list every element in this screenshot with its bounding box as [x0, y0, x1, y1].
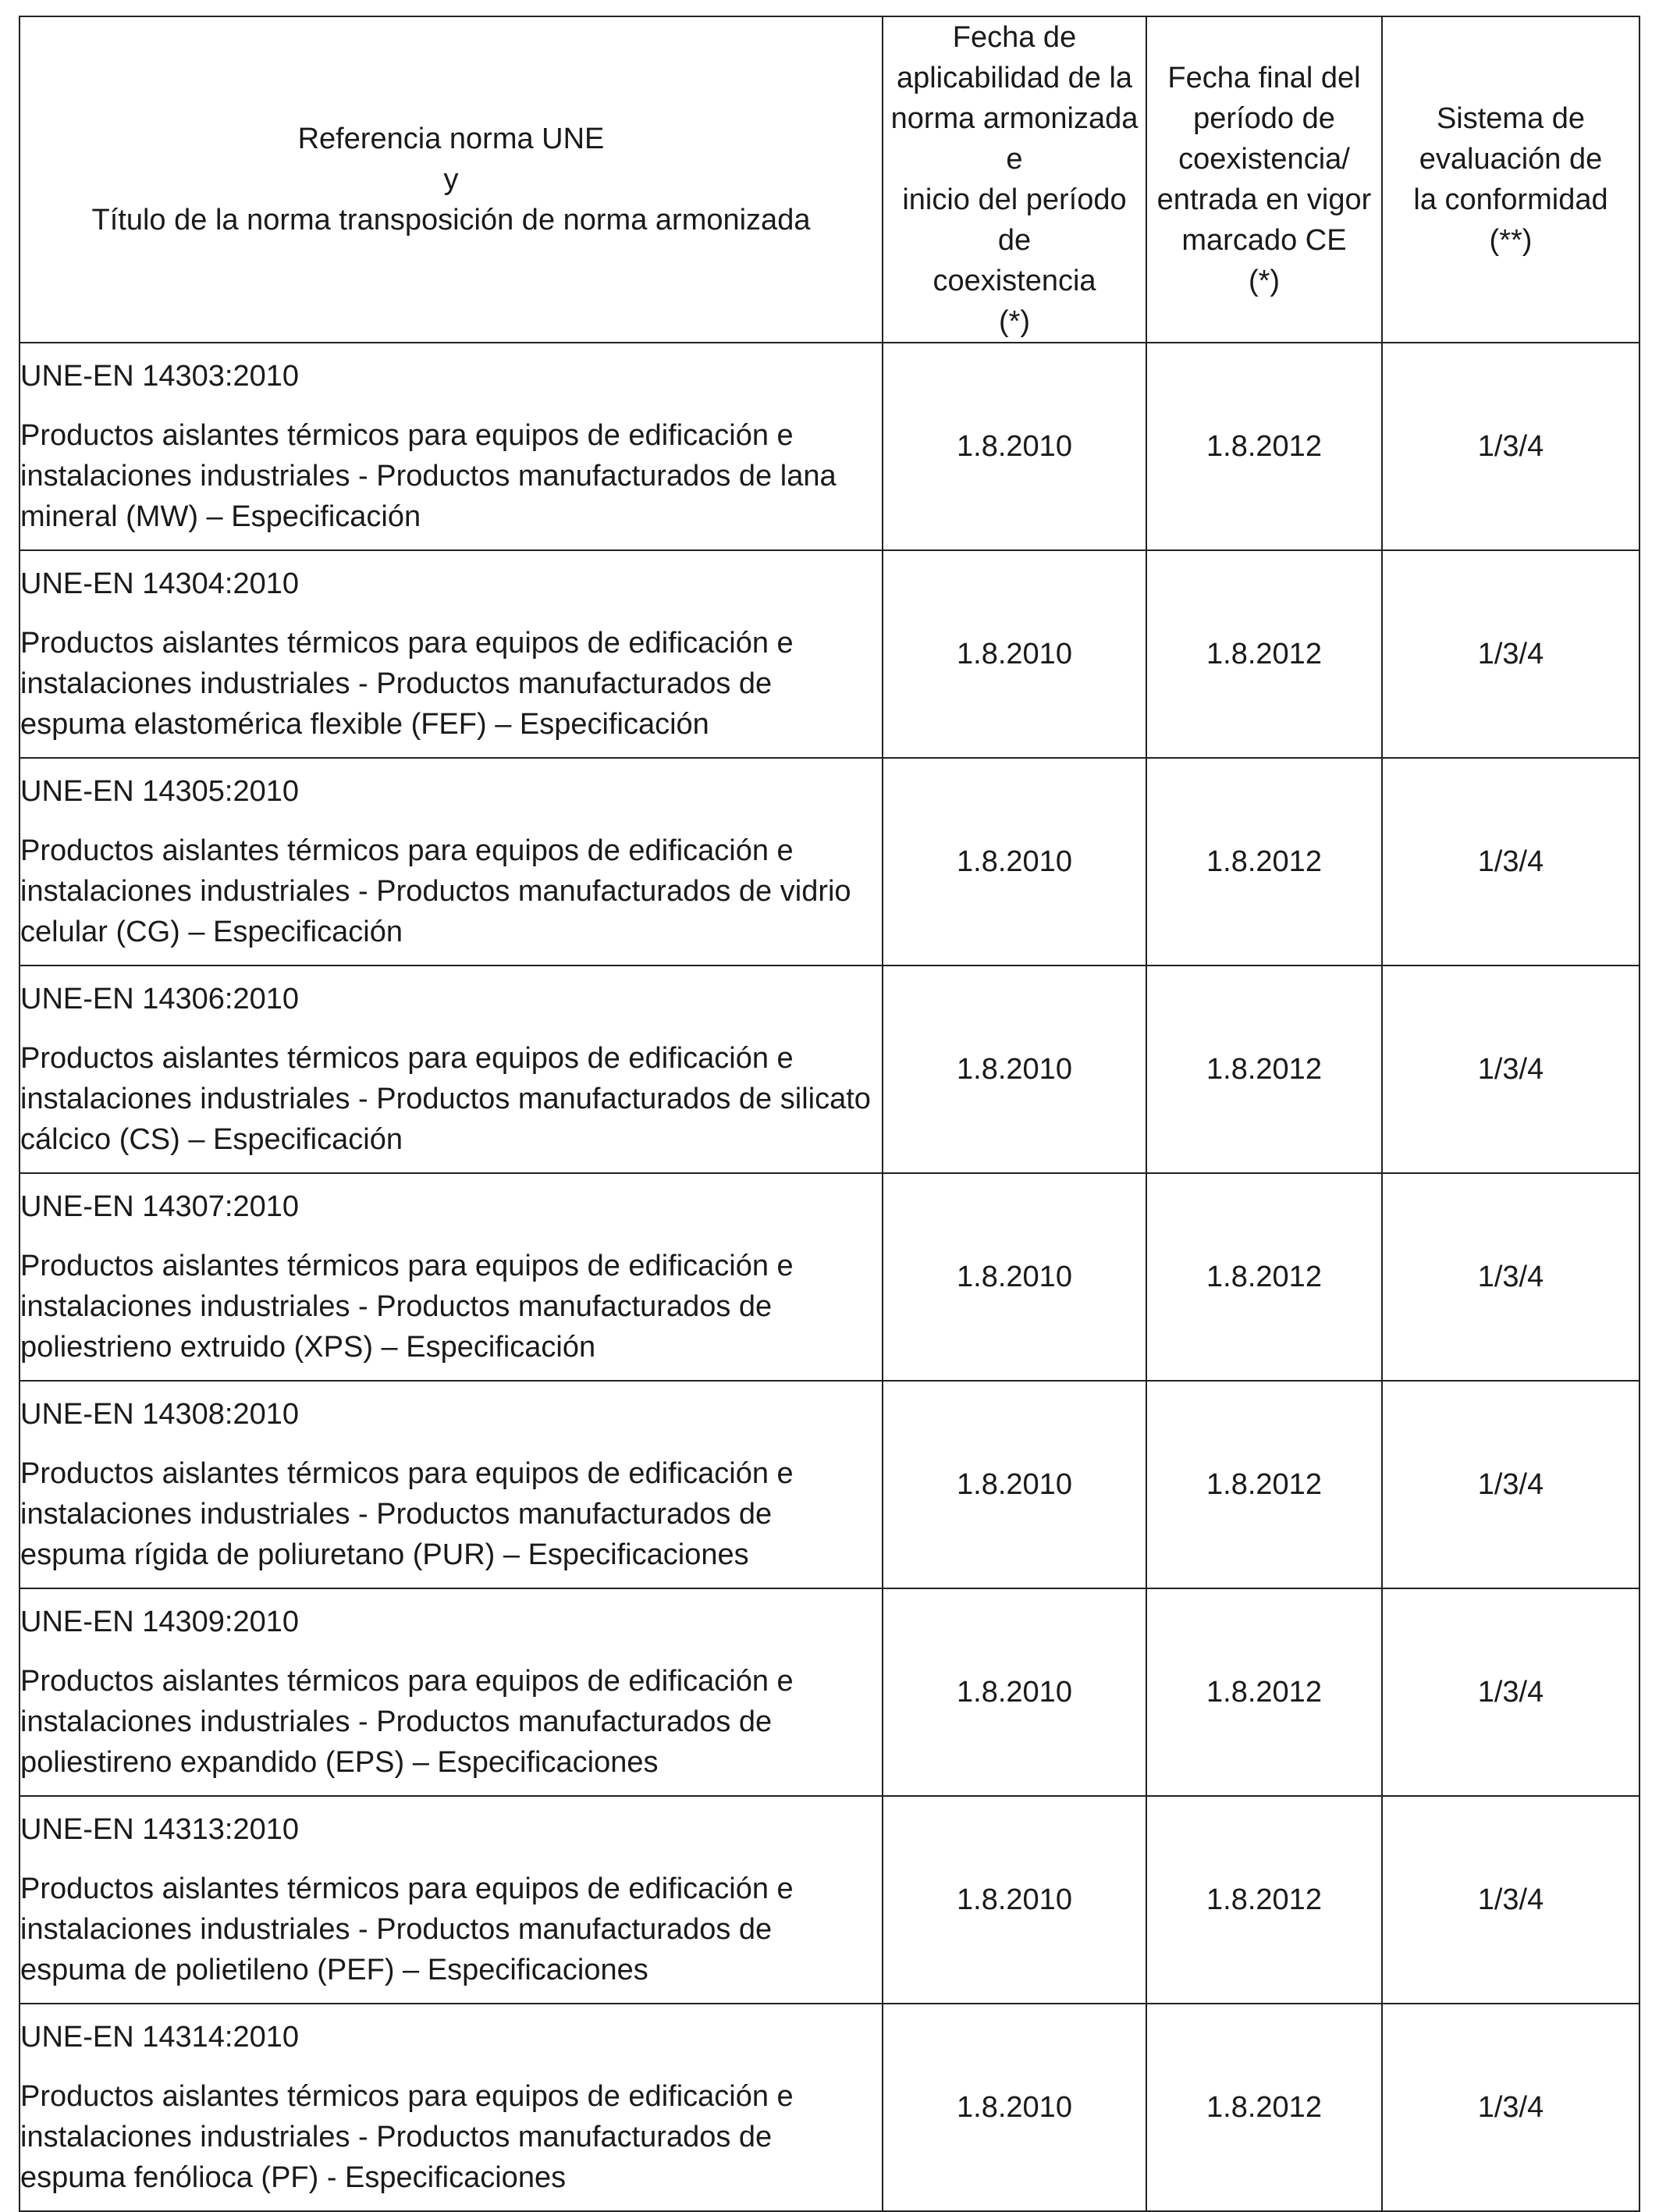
reference-cell: [20, 1796, 883, 2004]
header-line: inicio del período de: [902, 183, 1127, 257]
coexistence-end-cell: 1.8.2012: [1146, 1796, 1382, 2004]
header-line: aplicabilidad de la: [896, 62, 1133, 94]
standard-title: Productos aislantes térmicos para equipos de edificación e instalaciones industriales - Productos manufacturados de silicato cálcico (CS) – Especificación: [20, 1042, 871, 1156]
header-line: período de: [1193, 102, 1335, 135]
conformity-system-cell: 1/3/4: [1382, 550, 1639, 758]
applicability-date-cell: 1.8.2010: [883, 758, 1146, 966]
conformity-system-cell: 1/3/4: [1382, 343, 1639, 550]
applicability-date-cell: 1.8.2010: [883, 550, 1146, 758]
standard-code: UNE-EN 14306:2010: [20, 983, 299, 1015]
standard-title: Productos aislantes térmicos para equipos de edificación e instalaciones industriales - Productos manufacturados de poliestrieno extruido (XPS) – Especificación: [20, 1250, 794, 1364]
header-line: coexistencia/: [1178, 143, 1350, 176]
standard-title: Productos aislantes térmicos para equipos de edificación e instalaciones industriales - Productos manufacturados de lana mineral (MW) – Especificación: [20, 419, 837, 533]
standard-code: UNE-EN 14313:2010: [20, 1813, 299, 1846]
standard-title: Productos aislantes térmicos para equipos de edificación e instalaciones industriales - Productos manufacturados de vidrio celular (CG) – Especificación: [20, 834, 851, 948]
standard-code: UNE-EN 14308:2010: [20, 1398, 299, 1431]
standard-title: Productos aislantes térmicos para equipos de edificación e instalaciones industriales - Productos manufacturados de espuma rígida de poliuretano (PUR) – Especificaciones: [20, 1457, 794, 1571]
coexistence-end-cell: 1.8.2012: [1146, 343, 1382, 550]
table-row: [20, 2004, 1639, 2211]
reference-cell: [20, 1173, 883, 1381]
coexistence-end-cell: 1.8.2012: [1146, 550, 1382, 758]
applicability-date-cell: 1.8.2010: [883, 1381, 1146, 1588]
reference-cell: [20, 2004, 883, 2211]
applicability-date-cell: 1.8.2010: [883, 343, 1146, 550]
conformity-system-cell: 1/3/4: [1382, 1173, 1639, 1381]
coexistence-end-cell: 1.8.2012: [1146, 1381, 1382, 1588]
coexistence-end-cell: 1.8.2012: [1146, 2004, 1382, 2211]
table-row: [20, 1796, 1639, 2004]
conformity-system-cell: 1/3/4: [1382, 1796, 1639, 2004]
standard-code: UNE-EN 14305:2010: [20, 775, 299, 808]
coexistence-end-cell: 1.8.2012: [1146, 758, 1382, 966]
coexistence-end-cell: 1.8.2012: [1146, 1173, 1382, 1381]
applicability-date-cell: 1.8.2010: [883, 2004, 1146, 2211]
header-line: Fecha final del: [1167, 62, 1361, 94]
header-line: (*): [1248, 265, 1281, 297]
header-line: (*): [998, 305, 1031, 338]
header-conformity-system: [1382, 16, 1639, 343]
coexistence-end-cell: 1.8.2012: [1146, 1588, 1382, 1796]
table-row: [20, 1173, 1639, 1381]
header-line: entrada en vigor: [1156, 183, 1372, 216]
reference-cell: [20, 343, 883, 550]
applicability-date-cell: 1.8.2010: [883, 1588, 1146, 1796]
applicability-date-cell: 1.8.2010: [883, 966, 1146, 1173]
standard-code: UNE-EN 14314:2010: [20, 2021, 299, 2054]
standard-code: UNE-EN 14303:2010: [20, 360, 299, 393]
header-applicability-date: [883, 16, 1146, 343]
reference-cell: [20, 966, 883, 1173]
table-row: [20, 550, 1639, 758]
standard-title: Productos aislantes térmicos para equipos de edificación e instalaciones industriales - Productos manufacturados de poliestireno expandido (EPS) – Especificaciones: [20, 1665, 794, 1779]
reference-cell: [20, 1588, 883, 1796]
header-line: evaluación de: [1419, 143, 1603, 176]
conformity-system-cell: 1/3/4: [1382, 966, 1639, 1173]
header-reference-title: [20, 16, 883, 343]
table-row: [20, 966, 1639, 1173]
header-coexistence-end-date: [1146, 16, 1382, 343]
conformity-system-cell: 1/3/4: [1382, 1588, 1639, 1796]
table-row: [20, 1588, 1639, 1796]
coexistence-end-cell: 1.8.2012: [1146, 966, 1382, 1173]
conformity-system-cell: 1/3/4: [1382, 1381, 1639, 1588]
header-line: la conformidad: [1413, 183, 1608, 216]
standard-code: UNE-EN 14307:2010: [20, 1190, 299, 1223]
table-header-row: [20, 16, 1639, 343]
applicability-date-cell: 1.8.2010: [883, 1173, 1146, 1381]
standard-title: Productos aislantes térmicos para equipos de edificación e instalaciones industriales - Productos manufacturados de espuma de polietileno (PEF) – Especificaciones: [20, 1872, 794, 1986]
harmonized-standards-table: [19, 16, 1640, 2212]
header-line: Fecha de: [952, 21, 1077, 54]
header-line: Título de la norma transposición de norma armonizada: [91, 204, 811, 236]
applicability-date-cell: 1.8.2010: [883, 1796, 1146, 2004]
header-line: norma armonizada e: [890, 102, 1139, 176]
reference-cell: [20, 758, 883, 966]
reference-cell: [20, 1381, 883, 1588]
table-row: [20, 758, 1639, 966]
table-row: [20, 1381, 1639, 1588]
header-line: (**): [1489, 224, 1533, 257]
header-line: marcado CE: [1181, 224, 1347, 257]
header-line: Sistema de: [1436, 102, 1586, 135]
standard-title: Productos aislantes térmicos para equipos de edificación e instalaciones industriales - Productos manufacturados de espuma elastomérica flexible (FEF) – Especificación: [20, 627, 794, 741]
standard-code: UNE-EN 14304:2010: [20, 567, 299, 600]
header-line: y: [443, 163, 459, 196]
header-line: Referencia norma UNE: [297, 123, 605, 155]
header-line: coexistencia: [933, 265, 1096, 297]
standard-code: UNE-EN 14309:2010: [20, 1606, 299, 1638]
standard-title: Productos aislantes térmicos para equipos de edificación e instalaciones industriales - Productos manufacturados de espuma fenólioca (PF) - Especificaciones: [20, 2080, 794, 2194]
conformity-system-cell: 1/3/4: [1382, 758, 1639, 966]
table-row: [20, 343, 1639, 550]
reference-cell: [20, 550, 883, 758]
conformity-system-cell: 1/3/4: [1382, 2004, 1639, 2211]
